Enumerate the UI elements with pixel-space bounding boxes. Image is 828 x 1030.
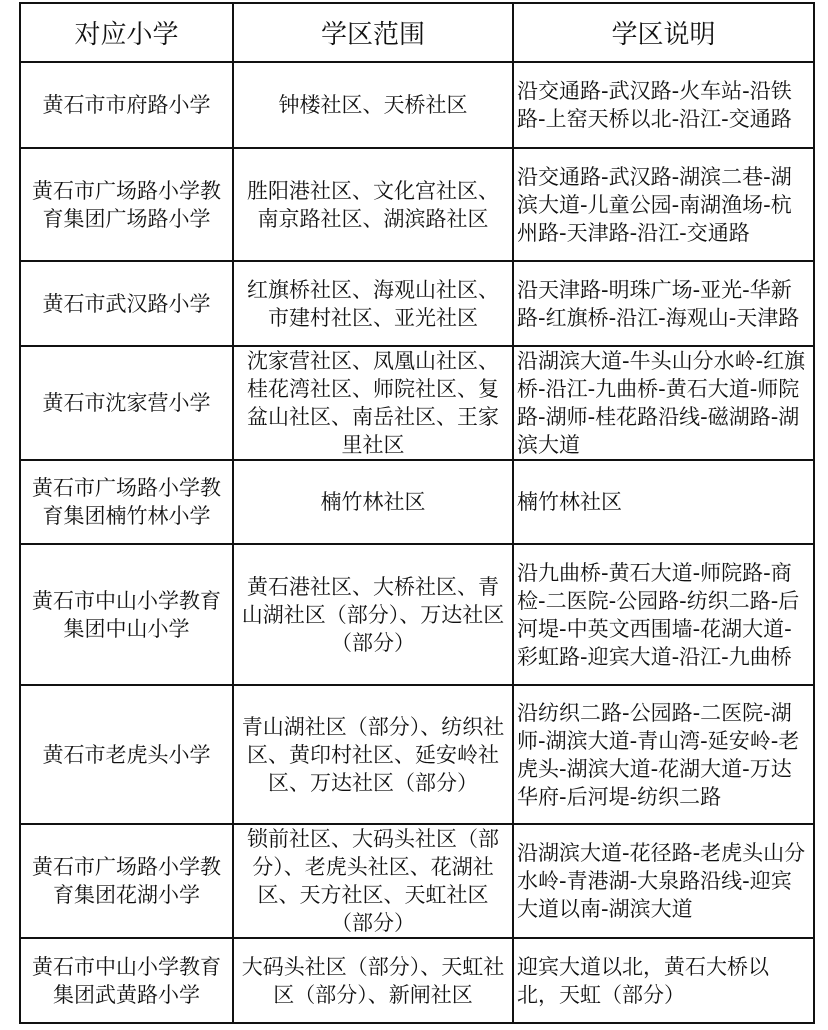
description-cell: 沿纺织二路-公园路-二医院-湖师-湖滨大道-青山湾-延安岭-老虎头-湖滨大道-花湖大道-万达华府-后河堤-纺织二路 — [513, 685, 814, 824]
school-cell: 黄石市广场路小学教育集团花湖小学 — [20, 824, 233, 938]
scope-cell: 青山湖社区（部分）、纺织社区、黄印村社区、延安岭社区、万达社区（部分） — [233, 685, 513, 824]
school-district-table — [19, 2, 815, 1024]
scope-cell: 胜阳港社区、文化宫社区、南京路社区、湖滨路社区 — [233, 148, 513, 261]
school-cell: 黄石市中山小学教育集团武黄路小学 — [20, 938, 233, 1023]
description-cell: 沿交通路-武汉路-火车站-沿铁路-上窑天桥以北-沿江-交通路 — [513, 62, 814, 148]
description-cell: 沿九曲桥-黄石大道-师院路-商检-二医院-公园路-纺织二路-后河堤-中英文西围墙-花湖大道-彩虹路-迎宾大道-沿江-九曲桥 — [513, 544, 814, 685]
header-description: 学区说明 — [513, 3, 814, 62]
table-row — [20, 346, 814, 460]
header-scope: 学区范围 — [233, 3, 513, 62]
table-row — [20, 544, 814, 685]
school-cell: 黄石市广场路小学教育集团楠竹林小学 — [20, 460, 233, 544]
description-cell: 迎宾大道以北，黄石大桥以北，天虹（部分） — [513, 938, 814, 1023]
header-row — [20, 3, 814, 62]
school-cell: 黄石市市府路小学 — [20, 62, 233, 148]
table-row — [20, 261, 814, 346]
table-row — [20, 685, 814, 824]
scope-cell: 钟楼社区、天桥社区 — [233, 62, 513, 148]
scope-cell: 黄石港社区、大桥社区、青山湖社区（部分）、万达社区（部分） — [233, 544, 513, 685]
description-cell: 沿湖滨大道-牛头山分水岭-红旗桥-沿江-九曲桥-黄石大道-师院路-湖师-桂花路沿线-磁湖路-湖滨大道 — [513, 346, 814, 460]
description-cell: 沿交通路-武汉路-湖滨二巷-湖滨大道-儿童公园-南湖渔场-杭州路-天津路-沿江-交通路 — [513, 148, 814, 261]
description-cell: 沿天津路-明珠广场-亚光-华新路-红旗桥-沿江-海观山-天津路 — [513, 261, 814, 346]
school-cell: 黄石市中山小学教育集团中山小学 — [20, 544, 233, 685]
description-cell: 楠竹林社区 — [513, 460, 814, 544]
table-row — [20, 148, 814, 261]
description-cell: 沿湖滨大道-花径路-老虎头山分水岭-青港湖-大泉路沿线-迎宾大道以南-湖滨大道 — [513, 824, 814, 938]
table-row — [20, 824, 814, 938]
table-row — [20, 460, 814, 544]
table-row — [20, 62, 814, 148]
scope-cell: 红旗桥社区、海观山社区、市建村社区、亚光社区 — [233, 261, 513, 346]
school-cell: 黄石市老虎头小学 — [20, 685, 233, 824]
school-cell: 黄石市广场路小学教育集团广场路小学 — [20, 148, 233, 261]
scope-cell: 沈家营社区、凤凰山社区、桂花湾社区、师院社区、复盆山社区、南岳社区、王家里社区 — [233, 346, 513, 460]
table-row — [20, 938, 814, 1023]
header-school: 对应小学 — [20, 3, 233, 62]
scope-cell: 大码头社区（部分）、天虹社区（部分）、新闸社区 — [233, 938, 513, 1023]
school-cell: 黄石市武汉路小学 — [20, 261, 233, 346]
school-cell: 黄石市沈家营小学 — [20, 346, 233, 460]
scope-cell: 楠竹林社区 — [233, 460, 513, 544]
scope-cell: 锁前社区、大码头社区（部分）、老虎头社区、花湖社区、天方社区、天虹社区（部分） — [233, 824, 513, 938]
